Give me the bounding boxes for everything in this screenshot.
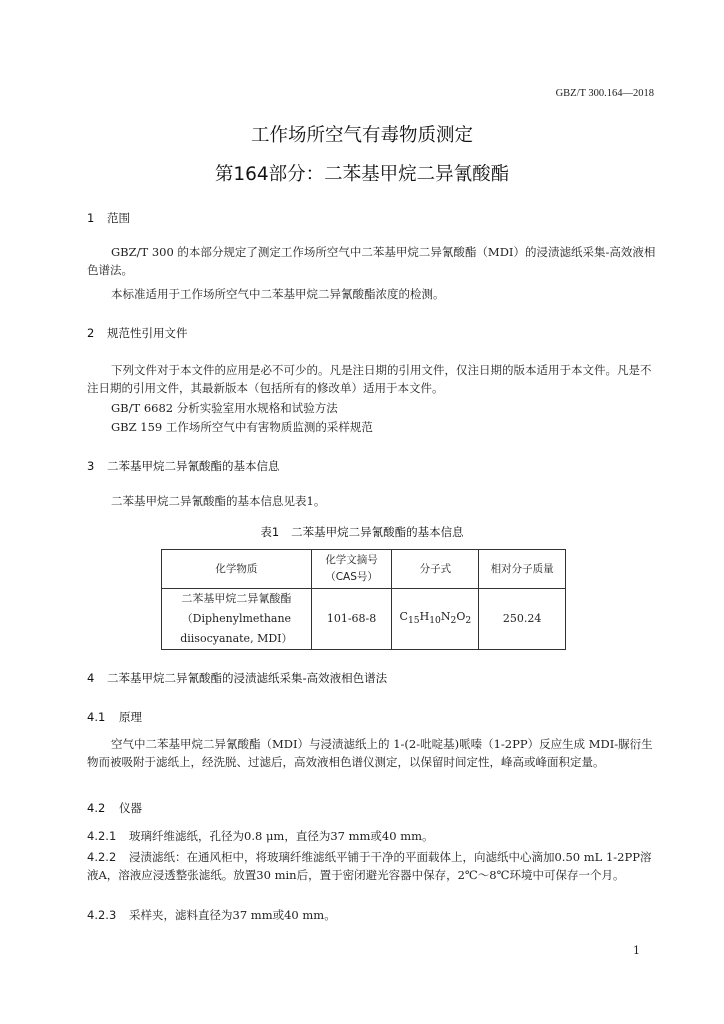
section-number: 4 [87, 671, 95, 685]
section-4-1-heading [87, 709, 142, 725]
item-4-2-3 [87, 906, 656, 924]
subsection-number: 4.2 [87, 801, 106, 815]
table-title: 二苯基甲烷二异氰酸酯的基本信息 [291, 525, 464, 539]
item-text: 浸渍滤纸：在通风柜中，将玻璃纤维滤纸平铺于干净的平面载体上，向滤纸中心滴加0.50 mL 1-2PP溶液A，溶液应浸透整张滤纸。放置30 min后，置于密闭避光容器中保存，2℃～8℃环境中可保存一个月。 [87, 850, 652, 882]
section-title: 规范性引用文件 [107, 326, 188, 340]
section-1-heading [87, 210, 130, 226]
formula-o: O [456, 609, 466, 623]
section-3-heading [87, 458, 280, 474]
formula-h-sub: 10 [429, 615, 441, 627]
section-2-para-1: 下列文件对于本文件的应用是必不可少的。凡是注日期的引用文件，仅注日期的版本适用于本文件。凡是不注日期的引用文件，其最新版本（包括所有的修改单）适用于本文件。 [87, 363, 652, 395]
formula-o-sub: 2 [465, 615, 472, 627]
section-1-para-1: GBZ/T 300 的本部分规定了测定工作场所空气中二苯基甲烷二异氰酸酯（MDI）的浸渍滤纸采集-高效液相色谱法。 [87, 245, 656, 277]
section-number: 2 [87, 326, 95, 340]
formula-c: C [399, 609, 408, 623]
substance-name-cn: 二苯基甲烷二异氰酸酯 [181, 592, 292, 605]
cell-mass: 250.24 [479, 589, 566, 650]
substance-name-en-2: diisocyanate, MDI） [180, 632, 293, 645]
header-mass: 相对分子质量 [479, 550, 566, 589]
item-number: 4.2.3 [87, 908, 117, 922]
table-header-row [162, 550, 566, 589]
section-2-heading [87, 325, 188, 341]
formula-h: H [419, 609, 430, 623]
formula-n: N [440, 609, 451, 623]
cell-substance [162, 589, 312, 650]
section-number: 3 [87, 459, 95, 473]
item-number: 4.2.2 [87, 850, 117, 864]
section-title: 二苯基甲烷二异氰酸酯的浸渍滤纸采集-高效液相色谱法 [107, 671, 388, 685]
section-3-para-1: 二苯基甲烷二异氰酸酯的基本信息见表1。 [111, 494, 326, 508]
subsection-number: 4.1 [87, 710, 106, 724]
item-4-2-1 [87, 827, 656, 845]
item-text: 采样夹，滤料直径为37 mm或40 mm。 [129, 908, 336, 922]
header-substance: 化学物质 [162, 550, 312, 589]
subsection-title: 仪器 [119, 801, 142, 815]
section-1-para-2: 本标准适用于工作场所空气中二苯基甲烷二异氰酸酯浓度的检测。 [111, 287, 445, 301]
standard-code: GBZ/T 300.164—2018 [555, 88, 654, 99]
item-text: 玻璃纤维滤纸，孔径为0.8 μm，直径为37 mm或40 mm。 [129, 829, 434, 843]
doc-title-line1: 工作场所空气有毒物质测定 [250, 125, 473, 146]
item-4-2-2 [87, 848, 656, 884]
header-formula: 分子式 [392, 550, 479, 589]
doc-title-line2: 第164部分：二苯基甲烷二异氰酸酯 [214, 164, 510, 185]
header-cas-line1: 化学文摘号 [325, 554, 378, 566]
cell-cas: 101-68-8 [311, 589, 392, 650]
table-row [162, 589, 566, 650]
section-title: 二苯基甲烷二异氰酸酯的基本信息 [107, 459, 280, 473]
table-caption [0, 524, 724, 540]
substance-name-en-1: （Diphenylmethane [181, 612, 292, 625]
header-cas-line2: （CAS号） [325, 571, 378, 583]
cell-formula [392, 589, 479, 650]
section-number: 1 [87, 211, 95, 225]
section-4-heading [87, 670, 387, 686]
basic-info-table [161, 549, 566, 650]
item-number: 4.2.1 [87, 829, 117, 843]
section-4-2-heading [87, 800, 142, 816]
subsection-title: 原理 [119, 710, 142, 724]
page-number: 1 [633, 944, 640, 957]
reference-1: GB/T 6682 分析实验室用水规格和试验方法 [111, 401, 338, 415]
section-4-1-para: 空气中二苯基甲烷二异氰酸酯（MDI）与浸渍滤纸上的 1-(2-吡啶基)哌嗪（1-2PP）反应生成 MDI-脲衍生物而被吸附于滤纸上，经洗脱、过滤后，高效液相色谱仪测定，以保留时间定性，峰高或峰面积定量。 [87, 737, 653, 769]
formula-n-sub: 2 [450, 615, 457, 627]
header-cas [311, 550, 392, 589]
section-title: 范围 [107, 211, 130, 225]
formula-c-sub: 15 [407, 615, 420, 627]
reference-2: GBZ 159 工作场所空气中有害物质监测的采样规范 [111, 420, 373, 434]
table-label: 表1 [260, 525, 280, 539]
